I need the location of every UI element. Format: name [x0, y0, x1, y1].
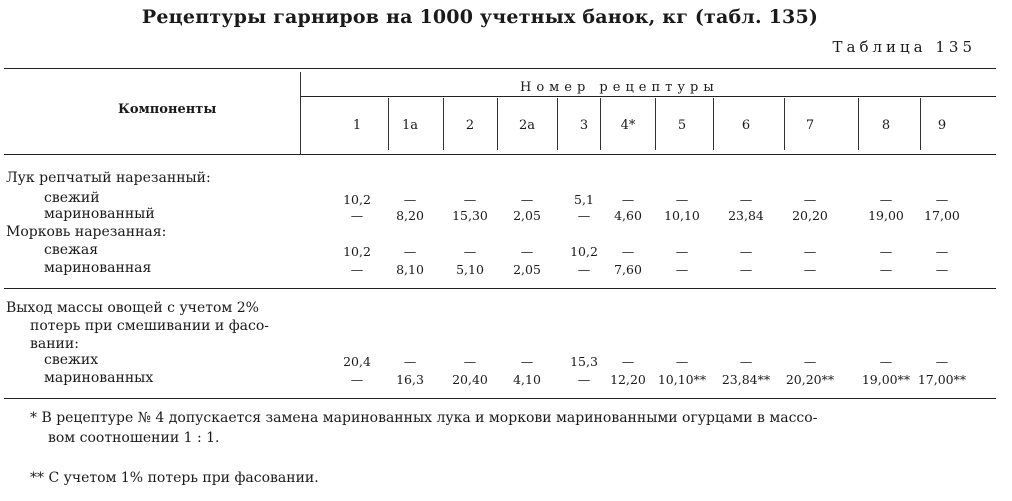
recipe-number-header: Номер рецептуры — [520, 80, 719, 95]
table-cell: — — [621, 244, 635, 259]
table-cell: — — [803, 192, 817, 207]
row-label: свежий — [44, 190, 100, 206]
row-label: потерь при смешивании и фасо- — [30, 318, 270, 334]
table-cell: — — [935, 244, 949, 259]
table-cell: 8,20 — [396, 208, 424, 223]
footnote-star-line2: вом соотношении 1 : 1. — [48, 430, 220, 446]
column-number: 8 — [881, 118, 891, 133]
header-bottom-rule — [4, 154, 996, 155]
table-cell: — — [803, 262, 817, 277]
table-cell: — — [403, 354, 417, 369]
column-number: 6 — [741, 118, 751, 133]
table-cell: — — [577, 372, 591, 387]
table-cell: 20,20 — [792, 208, 828, 223]
header-column-divider — [557, 98, 558, 150]
table-cell: — — [577, 262, 591, 277]
table-cell: 12,20 — [610, 372, 646, 387]
footnote-double-star: ** С учетом 1% потерь при фасовании. — [30, 470, 319, 486]
column-number: 2 — [465, 118, 475, 133]
page-title: Рецептуры гарниров на 1000 учетных банок, кг (табл. 135) — [141, 6, 819, 28]
table-cell: 23,84 — [728, 208, 764, 223]
table-cell: — — [463, 354, 477, 369]
table-cell: 5,1 — [574, 192, 594, 207]
table-cell: — — [879, 262, 893, 277]
table-cell: — — [350, 372, 364, 387]
header-column-divider — [388, 98, 389, 150]
table-cell: — — [675, 354, 689, 369]
table-bottom-rule — [4, 398, 996, 399]
header-column-divider — [920, 98, 921, 150]
column-number: 4* — [620, 118, 636, 133]
table-cell: — — [879, 192, 893, 207]
table-cell: — — [403, 192, 417, 207]
row-label: вании: — [30, 336, 79, 352]
column-number: 3 — [579, 118, 589, 133]
table-cell: 20,20** — [785, 372, 835, 387]
row-label: свежая — [44, 242, 99, 258]
table-cell: 10,2 — [570, 244, 598, 259]
table-cell: 15,30 — [452, 208, 488, 223]
header-column-divider — [497, 98, 498, 150]
column-number: 5 — [677, 118, 687, 133]
header-column-divider — [655, 98, 656, 150]
table-cell: 2,05 — [513, 208, 541, 223]
header-column-divider — [300, 72, 301, 154]
table-cell: — — [520, 244, 534, 259]
column-number: 1 — [352, 118, 362, 133]
table-cell: 10,10 — [664, 208, 700, 223]
table-cell: — — [621, 192, 635, 207]
table-cell: — — [463, 192, 477, 207]
table-cell: — — [935, 262, 949, 277]
header-split-rule — [300, 96, 996, 97]
table-cell: 4,10 — [513, 372, 541, 387]
column-number: 9 — [937, 118, 947, 133]
header-column-divider — [443, 98, 444, 150]
table-cell: — — [739, 262, 753, 277]
table-cell: — — [463, 244, 477, 259]
table-top-rule — [4, 68, 996, 69]
table-cell: 10,2 — [343, 192, 371, 207]
header-column-divider — [713, 98, 714, 150]
table-cell: — — [935, 192, 949, 207]
table-cell: — — [403, 244, 417, 259]
table-cell: 4,60 — [614, 208, 642, 223]
table-cell: — — [577, 208, 591, 223]
table-cell: 10,2 — [343, 244, 371, 259]
row-label: Лук репчатый нарезанный: — [6, 170, 211, 186]
row-label: маринованный — [44, 206, 155, 222]
column-number: 1а — [401, 118, 419, 133]
table-cell: — — [520, 192, 534, 207]
table-cell: — — [739, 244, 753, 259]
table-cell: — — [350, 262, 364, 277]
column-number: 7 — [805, 118, 815, 133]
table-cell: — — [675, 244, 689, 259]
table-cell: 17,00** — [917, 372, 967, 387]
section-rule — [4, 288, 996, 289]
table-cell: 23,84** — [721, 372, 771, 387]
table-cell: 19,00 — [868, 208, 904, 223]
table-cell: — — [739, 354, 753, 369]
table-cell: 20,40 — [452, 372, 488, 387]
table-cell: 2,05 — [513, 262, 541, 277]
table-cell: 10,10** — [657, 372, 707, 387]
table-cell: — — [803, 244, 817, 259]
column-number: 2а — [518, 118, 536, 133]
table-cell: — — [350, 208, 364, 223]
table-number: Таблица 135 — [832, 38, 976, 56]
table-cell: — — [621, 354, 635, 369]
row-label: маринованных — [44, 370, 154, 386]
row-label: Выход массы овощей с учетом 2% — [6, 300, 259, 316]
table-cell: — — [739, 192, 753, 207]
table-cell: 19,00** — [861, 372, 911, 387]
table-cell: — — [803, 354, 817, 369]
table-cell: — — [879, 354, 893, 369]
header-column-divider — [858, 98, 859, 150]
footnote-star-line1: * В рецептуре № 4 допускается замена маринованных лука и моркови маринованными огурцами в массо- — [30, 410, 818, 426]
table-cell: 20,4 — [343, 354, 371, 369]
table-cell: 7,60 — [614, 262, 642, 277]
row-label: маринованная — [44, 260, 152, 276]
table-cell: 16,3 — [396, 372, 424, 387]
table-cell: — — [675, 192, 689, 207]
table-cell: — — [879, 244, 893, 259]
table-cell: 5,10 — [456, 262, 484, 277]
components-header: Компоненты — [118, 102, 217, 117]
table-cell: — — [935, 354, 949, 369]
table-cell: — — [520, 354, 534, 369]
row-label: Морковь нарезанная: — [6, 224, 167, 240]
table-cell: 15,3 — [570, 354, 598, 369]
header-column-divider — [784, 98, 785, 150]
table-cell: 17,00 — [924, 208, 960, 223]
table-cell: 8,10 — [396, 262, 424, 277]
row-label: свежих — [44, 352, 99, 368]
table-cell: — — [675, 262, 689, 277]
